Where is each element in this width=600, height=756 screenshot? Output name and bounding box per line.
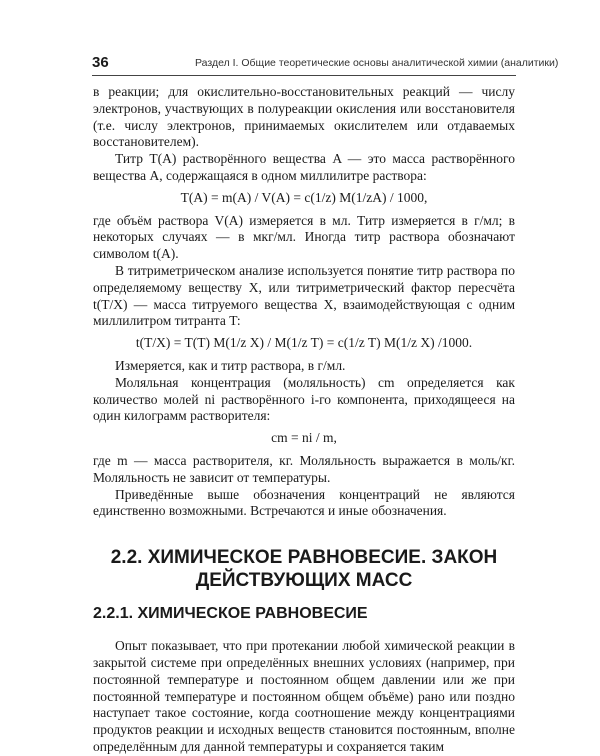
page-header: [92, 53, 559, 75]
paragraph-equilibrium: Опыт показывает, что при протекании любой химической реакции в закрытой системе при определённых внешних условиях (например, при постоянной температуре и постоянном общем давлении или же при постоянной температуре и постоянном общем объёме) рано или поздно наступает такое состояние, когда соотношение между концентрациями продуктов реакции и исходных веществ становится постоянным, вполне определённым для данной температуры и сохраняется таким: [93, 638, 515, 754]
page-body: [93, 84, 515, 756]
paragraph-notations: Приведённые выше обозначения концентраций не являются единственно возможными. Встречаются и иные обозначения.: [93, 486, 515, 519]
formula-molality: cm = ni / m,: [271, 430, 337, 446]
paragraph-molality-definition: Моляльная концентрация (моляльность) cm определяется как количество молей ni растворённого i-го компонента, приходящееся на один килограмм растворителя:: [93, 374, 515, 424]
paragraph-1: в реакции; для окислительно-восстановительных реакций — числу электронов, участвующих в полуреакции окисления или восстановителя (т.е. числу электронов, принимаемых окислителем или отдаваемых восстановителем).: [93, 84, 515, 150]
paragraph-titr-units: где объём раствора V(A) измеряется в мл. Титр измеряется в г/мл; в некоторых случаях — в мкг/мл. Иногда титр раствора обозначают символом t(A).: [93, 212, 515, 262]
running-title: Раздел I. Общие теоретические основы аналитической химии (аналитики): [195, 57, 559, 69]
paragraph-measured: Измеряется, как и титр раствора, в г/мл.: [115, 357, 346, 373]
page-number: 36: [92, 54, 109, 71]
subsection-title: 2.2.1. ХИМИЧЕСКОЕ РАВНОВЕСИЕ: [93, 605, 368, 623]
formula-titrimetric-factor: t(T/X) = T(T) M(1/z X) / M(1/z T) = c(1/z T) M(1/z X) /1000.: [135, 335, 473, 351]
formula-titr: T(A) = m(A) / V(A) = c(1/z) M(1/zA) / 1000,: [180, 189, 428, 205]
paragraph-titr-definition: Титр T(A) растворённого вещества A — это масса растворённого вещества A, содержащаяся в одном миллилитре раствора:: [93, 151, 515, 183]
section-title: 2.2. ХИМИЧЕСКОЕ РАВНОВЕСИЕ. ЗАКОН ДЕЙСТВУЮЩИХ МАСС: [110, 547, 498, 592]
header-rule: [92, 75, 516, 76]
paragraph-molality-units: где m — масса растворителя, кг. Моляльность выражается в моль/кг. Моляльность не зависит от температуры.: [93, 452, 515, 485]
paragraph-titrimetric-factor: В титриметрическом анализе используется понятие титр раствора по определяемому веществу X, или титриметрический фактор пересчёта t(T/X) — масса титруемого вещества X, взаимодействующая с одним миллилитром титранта T:: [93, 262, 515, 329]
